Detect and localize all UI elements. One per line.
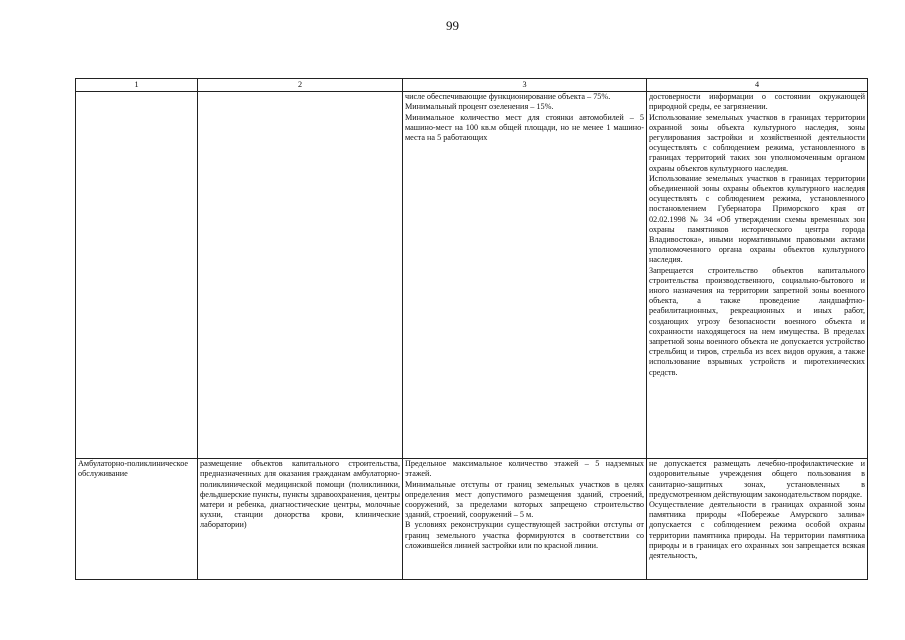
cell-paragraph: Минимальные отступы от границ земельных участков в целях определения мест допустимого размещения зданий, строений, сооружений, за пределами которых запрещено строительство зданий, строений, сооружений – 5 м.: [405, 479, 644, 520]
cell-paragraph: Использование земельных участков в границах территории охранной зоны объекта культурного наследия, зоны регулирования застройки и хозяйственной деятельности осуществлять с соблюдением режима, установленного в границах территорий таких зон уполномоченным органом охраны объектов культурного наследия.: [649, 112, 865, 173]
cell-restrictions: [647, 459, 868, 580]
table-header-row: [76, 79, 868, 92]
cell-paragraph: Предельное максимальное количество этажей – 5 надземных этажей.: [405, 459, 644, 479]
cell-paragraph: числе обеспечивающие функционирование объекта – 75%.: [405, 92, 611, 102]
zoning-table: [75, 78, 868, 580]
cell-restrictions: [647, 92, 868, 459]
cell-use-type: [76, 459, 198, 580]
cell-paragraph: размещение объектов капитального строительства, предназначенных для оказания гражданам амбулаторно-поликлинической медицинской помощи (поликлиники, фельдшерские пункты, пункты здравоохранения, центры матери и ребенка, диагностические центры, молочные кухни, станции донорства крови, клинические лаборатории): [200, 459, 400, 530]
cell-parameters: [403, 459, 647, 580]
column-header: 4: [647, 79, 868, 92]
column-header: 3: [403, 79, 647, 92]
column-header: 2: [198, 79, 403, 92]
cell-paragraph: Минимальный процент озеленения – 15%.: [405, 102, 554, 112]
cell-use-description: [198, 459, 403, 580]
cell-use-type: [76, 92, 198, 459]
cell-paragraph: Осуществление деятельности в границах охранной зоны памятника природы «Побережье Амурского залива» допускается с соблюдением режима особой охраны территории памятника природы. На территории памятника природы и в границах его охранных зон запрещается всякая деятельность,: [649, 500, 865, 561]
cell-paragraph: Использование земельных участков в границах территории объединенной зоны охраны объектов культурного наследия осуществлять с соблюдением режима, установленного постановлением Губернатора Приморского края от 02.02.1998 № 34 «Об утверждении схемы временных зон охраны памятников исторического центра города Владивостока», иными нормативными правовыми актами уполномоченного органа охраны объектов культурного наследия.: [649, 173, 865, 265]
page-number: 99: [446, 18, 459, 33]
cell-use-description: [198, 92, 403, 459]
table-row: [76, 92, 868, 459]
cell-paragraph: Амбулаторно-поликлиническое обслуживание: [78, 459, 189, 479]
column-header: 1: [76, 79, 198, 92]
cell-parameters: [403, 92, 647, 459]
cell-paragraph: не допускается размещать лечебно-профилактические и оздоровительные учреждения общего пользования в санитарно-защитных зонах, установленных в предусмотренном действующим законодательством порядке.: [649, 459, 865, 499]
cell-paragraph: достоверности информации о состоянии окружающей природной среды, ее загрязнении.: [649, 92, 865, 112]
cell-paragraph: Запрещается строительство объектов капитального строительства производственного, социально-бытового и иного назначения на территории запретной зоны военного объекта, а также проведение ландшафтно-реабилитационных, рекреационных и иных работ, создающих угрозу безопасности военного объекта и сохранности находящегося на нем имущества. В пределах запретной зоны военного объекта не допускается устройство стрельбищ и тиров, стрельба из всех видов оружия, а также использование взрывных устройств и пиротехнических средств.: [649, 265, 865, 377]
table-row: [76, 459, 868, 580]
cell-paragraph: В условиях реконструкции существующей застройки отступы от границ земельного участка формируются в соответствии со сложившейся линией застройки или по красной линии.: [405, 520, 644, 550]
cell-paragraph: Минимальное количество мест для стоянки автомобилей – 5 машино-мест на 100 кв.м общей площади, но не менее 1 машино-места на 5 работающих: [405, 112, 644, 143]
